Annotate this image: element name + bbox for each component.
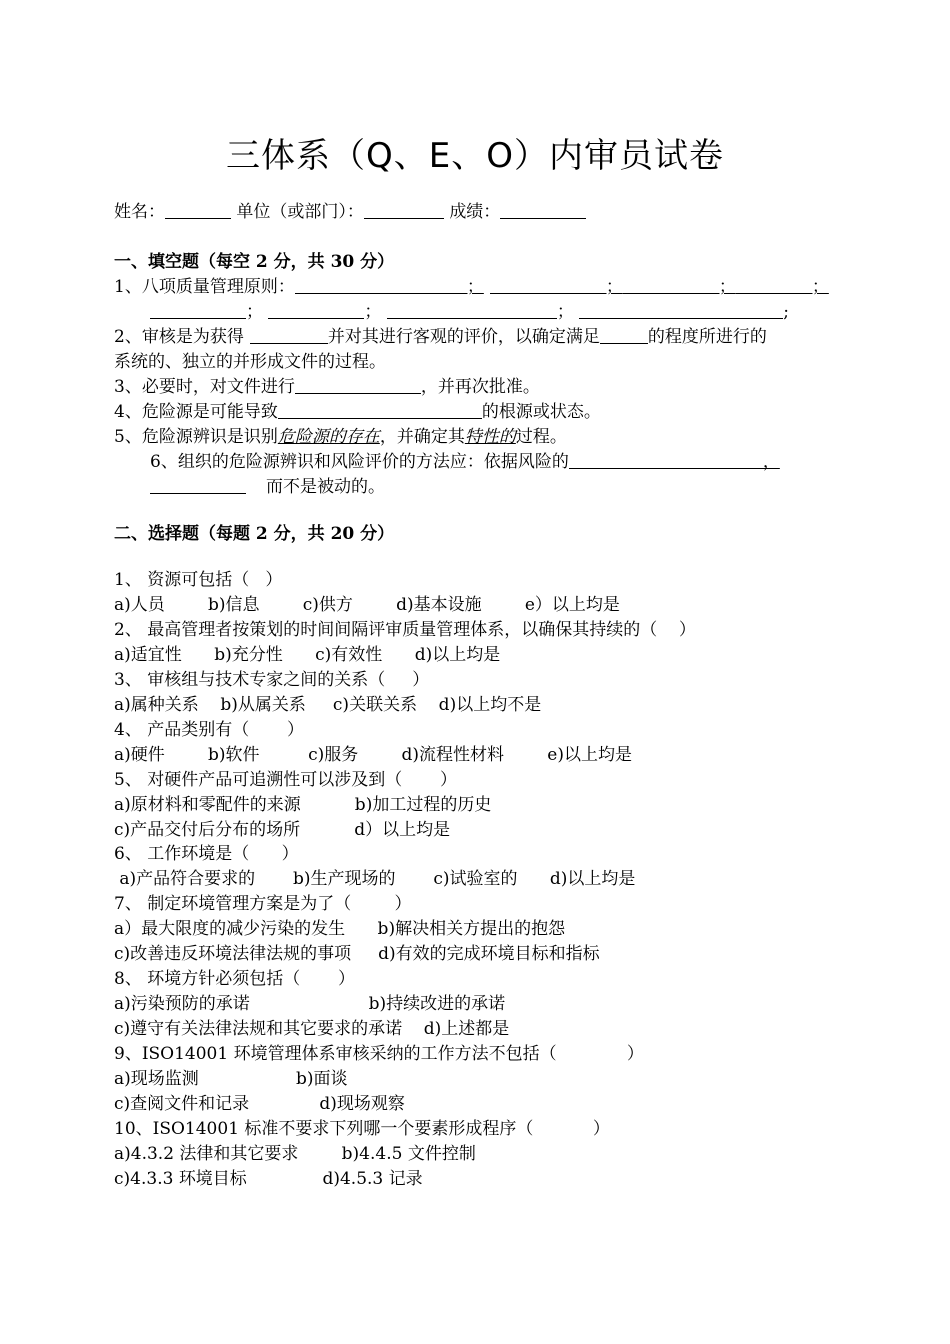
options-line: a)硬件 b)软件 c)服务 d)流程性材料 e)以上均是 — [114, 744, 632, 765]
options-line: a)原材料和零配件的来源 b)加工过程的历史 — [114, 794, 492, 815]
options-line: c)4.3.3 环境目标 d)4.5.3 记录 — [114, 1168, 423, 1189]
q1-blank-2[interactable] — [490, 275, 606, 294]
section2-heading: 二、选择题（每题 2 分，共 20 分） — [114, 524, 395, 544]
options-line: a)现场监测 b)面谈 — [114, 1069, 348, 1089]
q4-text-b: 的根源或状态。 — [481, 402, 601, 422]
question-line: 8、 环境方针必须包括（ ） — [114, 969, 356, 990]
q6-text-b: 而不是被动的。 — [266, 477, 385, 497]
q3-text-a: 3、必要时，对文件进行 — [114, 377, 295, 397]
score-label: 成绩： — [449, 202, 501, 222]
name-label: 姓名： — [114, 202, 165, 222]
q1-blank-6[interactable] — [268, 300, 364, 319]
q5-text-a: 5、危险源辨识是识别 — [114, 427, 278, 447]
q4-text-a: 4、危险源是可能导致 — [114, 402, 278, 422]
question-line: 9、ISO14001 环境管理体系审核采纳的工作方法不包括（ ） — [114, 1044, 644, 1065]
question-line: 5、 对硬件产品可追溯性可以涉及到（ ） — [114, 769, 458, 790]
question-line: 1、 资源可包括（ ） — [114, 570, 283, 590]
q3-text-b: ，并再次批准。 — [420, 377, 540, 397]
options-line: c)遵守有关法律法规和其它要求的承诺 d)上述都是 — [114, 1019, 510, 1040]
q5-text-e: 过程。 — [515, 427, 567, 447]
options-line: c)查阅文件和记录 d)现场观察 — [114, 1093, 405, 1114]
q1-blank-8[interactable] — [579, 300, 783, 319]
q5-text-c: ，并确定其 — [379, 427, 465, 447]
q6-blank-2[interactable] — [150, 475, 246, 494]
q2-blank-1[interactable] — [250, 325, 328, 344]
q2-blank-2[interactable] — [600, 325, 648, 344]
q5-answer-1: 危险源的存在 — [277, 427, 380, 447]
section1-heading: 一、填空题（每空 2 分，共 30 分） — [114, 252, 395, 272]
q1-blank-3[interactable] — [623, 275, 719, 294]
q2-text-a: 2、审核是为获得 — [114, 327, 244, 347]
question-line: 2、 最高管理者按策划的时间间隔评审质量管理体系，以确保其持续的（ ） — [114, 619, 696, 640]
options-line: a)污染预防的承诺 b)持续改进的承诺 — [114, 994, 506, 1015]
question-line: 7、 制定环境管理方案是为了（ ） — [114, 894, 412, 915]
q1-line: 1、八项质量管理原则： ； ； ； ； — [114, 277, 829, 297]
question-line: 4、 产品类别有（ ） — [114, 719, 305, 740]
q1-line-2: ； ； ； ; — [150, 300, 789, 324]
q3-blank[interactable] — [295, 375, 421, 394]
options-line: a)属种关系 b)从属关系 c)关联关系 d)以上均不是 — [114, 694, 542, 715]
q2-line-2: 系统的、独立的并形成文件的过程。 — [114, 352, 386, 372]
q1-blank-5[interactable] — [150, 300, 246, 319]
name-blank[interactable] — [165, 200, 231, 219]
q2-line — [114, 325, 767, 349]
q2-text-c: 的程度所进行的 — [647, 327, 767, 347]
q1-blank-1[interactable] — [295, 275, 467, 294]
question-line: 6、 工作环境是（ ） — [114, 844, 299, 865]
candidate-info-line — [114, 200, 586, 224]
page-title: 三体系（Q、E、O）内审员试卷 — [225, 136, 724, 176]
q6-line: 6、组织的危险源辨识和风险评价的方法应：依据风险的 ， — [150, 452, 780, 472]
options-line: a)产品符合要求的 b)生产现场的 c)试验室的 d)以上均是 — [114, 869, 636, 890]
q1-blank-4[interactable] — [736, 275, 812, 294]
options-line: a)4.3.2 法律和其它要求 b)4.4.5 文件控制 — [114, 1143, 476, 1164]
q5-line — [114, 425, 567, 449]
q6-blank-1[interactable] — [569, 450, 763, 469]
q6-text-a: 6、组织的危险源辨识和风险评价的方法应：依据风险的 — [150, 452, 569, 472]
unit-label: 单位（或部门）： — [236, 202, 364, 222]
score-blank[interactable] — [500, 200, 586, 219]
q1-text: 1、八项质量管理原则： — [114, 277, 295, 297]
q4-blank[interactable] — [278, 400, 482, 419]
options-line: c)产品交付后分布的场所 d）以上均是 — [114, 819, 451, 840]
unit-blank[interactable] — [364, 200, 444, 219]
question-line: 10、ISO14001 标准不要求下列哪一个要素形成程序（ ） — [114, 1118, 610, 1139]
q1-blank-7[interactable] — [387, 300, 557, 319]
question-line: 3、 审核组与技术专家之间的关系（ ） — [114, 669, 430, 690]
options-line: c)改善违反环境法律法规的事项 d)有效的完成环境目标和指标 — [114, 944, 600, 965]
q6-line-2 — [150, 475, 385, 499]
q3-line — [114, 375, 540, 399]
options-line: a)适宜性 b)充分性 c)有效性 d)以上均是 — [114, 644, 501, 665]
q2-text-b: 并对其进行客观的评价，以确定满足 — [327, 327, 600, 347]
options-line: a）最大限度的减少污染的发生 b)解决相关方提出的抱怨 — [114, 919, 566, 940]
options-line: a)人员 b)信息 c)供方 d)基本设施 e）以上均是 — [114, 594, 620, 615]
q4-line — [114, 400, 601, 424]
q5-answer-2: 特性的 — [464, 427, 516, 447]
